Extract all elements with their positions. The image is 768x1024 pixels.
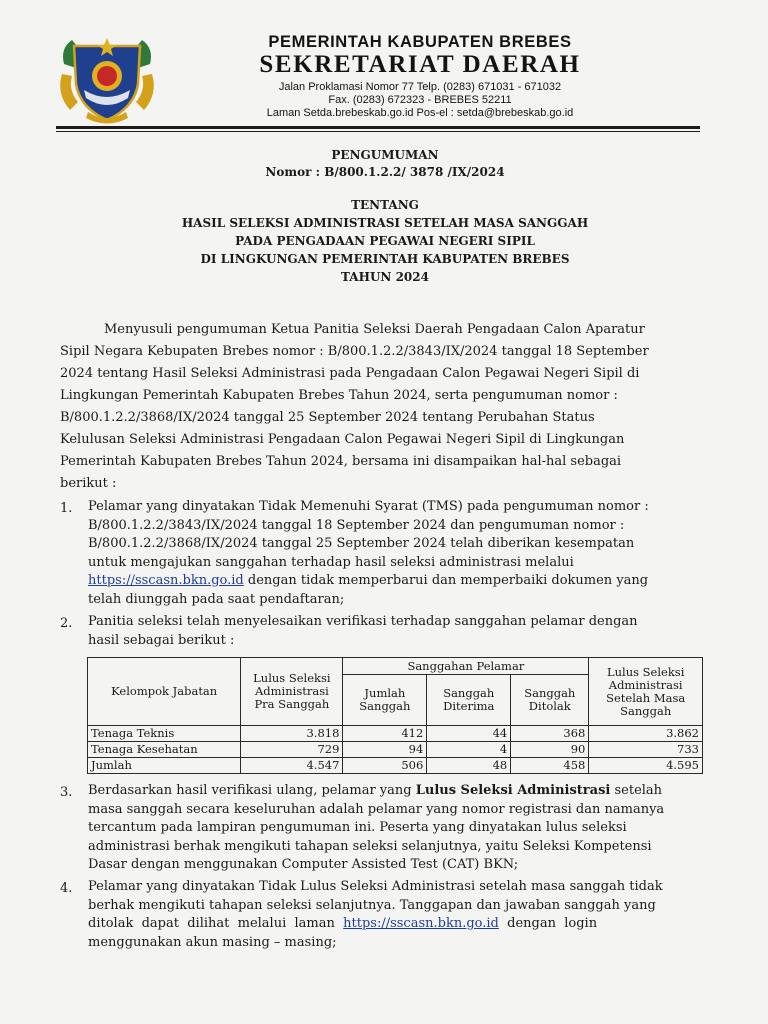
paragraph-line: Pemerintah Kabupaten Brebes Tahun 2024, bersama ini disampaikan hal-hal sebagai — [60, 454, 622, 469]
item-line: Pelamar yang dinyatakan Tidak Lulus Seleksi Administrasi setelah masa sanggah tidak — [88, 879, 663, 894]
item-line: B/800.1.2.2/3843/IX/2024 tanggal 18 September 2024 dan pengumuman nomor : — [88, 517, 625, 533]
paragraph-line: Sipil Negara Kebupaten Brebes nomor : B/800.1.2.2/3843/IX/2024 tanggal 18 September — [60, 344, 649, 359]
header-sanggah-diterima: Sanggah Diterima — [427, 675, 511, 726]
cell-diterima: 44 — [427, 726, 511, 742]
announcement-subject-line: PADA PENGADAAN PEGAWAI NEGERI SIPIL — [235, 234, 535, 248]
office-name: SEKRETARIAT DAERAH — [259, 51, 581, 78]
brebes-coat-of-arms-logo — [54, 34, 160, 126]
table-total-row — [88, 758, 703, 774]
item-line: administrasi berhak mengikuti tahapan seleksi selanjutnya, yaitu Seleksi Kompetensi — [88, 838, 652, 854]
cell-group: Tenaga Kesehatan — [88, 742, 241, 758]
cell-pra: 4.547 — [241, 758, 343, 774]
announcement-subject-line: DI LINGKUNGAN PEMERINTAH KABUPATEN BREBES — [200, 252, 570, 266]
cell-pra: 3.818 — [241, 726, 343, 742]
item-line-tail: dengan tidak memperbarui dan memperbaiki dokumen yang — [243, 573, 649, 588]
item-line: telah diunggah pada saat pendaftaran; — [88, 591, 345, 607]
paragraph-line: Menyusuli pengumuman Ketua Panitia Seleksi Daerah Pengadaan Calon Aparatur — [104, 322, 645, 337]
sscasn-link[interactable]: https://sscasn.bkn.go.id — [343, 916, 499, 931]
letterhead-rule-thin — [56, 131, 700, 132]
item-line: Pelamar yang dinyatakan Tidak Memenuhi Syarat (TMS) pada pengumuman nomor : — [88, 499, 649, 514]
header-lulus-pra-sanggah: Lulus Seleksi Administrasi Pra Sanggah — [241, 658, 343, 726]
office-address: Jalan Proklamasi Nomor 77 Telp. (0283) 671031 - 671032 — [278, 81, 562, 93]
table-header-row — [88, 658, 703, 675]
paragraph-line: Lingkungan Pemerintah Kabupaten Brebes Tahun 2024, serta pengumuman nomor : — [60, 388, 618, 403]
announcement-label: PENGUMUMAN — [331, 148, 439, 162]
item-line: hasil sebagai berikut : — [88, 632, 235, 648]
cell-group: Tenaga Teknis — [88, 726, 241, 742]
paragraph-line: 2024 tentang Hasil Seleksi Administrasi pada Pengadaan Calon Pegawai Negeri Sipil di — [60, 366, 640, 381]
paragraph-line: Kelulusan Seleksi Administrasi Pengadaan Calon Pegawai Negeri Sipil di Lingkungan — [60, 432, 625, 447]
item-line: masa sanggah secara keseluruhan adalah pelamar yang nomor registrasi dan namanya — [88, 801, 665, 817]
cell-group: Jumlah — [88, 758, 241, 774]
cell-jumlah: 94 — [343, 742, 427, 758]
header-sanggah-ditolak: Sanggah Ditolak — [511, 675, 589, 726]
cell-ditolak: 90 — [511, 742, 589, 758]
cell-after: 733 — [589, 742, 703, 758]
item-number: 3. — [60, 785, 73, 800]
item-line: B/800.1.2.2/3868/IX/2024 tanggal 25 September 2024 telah diberikan kesempatan — [88, 536, 635, 551]
office-website-email: Laman Setda.brebeskab.go.id Pos-el : setda@brebeskab.go.id — [266, 107, 574, 119]
item-number: 1. — [60, 501, 73, 516]
header-jumlah-sanggah: Jumlah Sanggah — [343, 675, 427, 726]
cell-diterima: 4 — [427, 742, 511, 758]
item-line: Panitia seleksi telah menyelesaikan verifikasi terhadap sanggahan pelamar dengan — [88, 614, 638, 629]
announcement-subject-line: HASIL SELEKSI ADMINISTRASI SETELAH MASA SANGGAH — [181, 216, 589, 230]
announcement-number: Nomor : B/800.1.2.2/ 3878 /IX/2024 — [265, 165, 505, 179]
item-4-text — [88, 878, 700, 952]
cell-ditolak: 458 — [511, 758, 589, 774]
paragraph-line: B/800.1.2.2/3868/IX/2024 tanggal 25 September 2024 tentang Perubahan Status — [60, 410, 595, 425]
cell-jumlah: 412 — [343, 726, 427, 742]
item-line-head: Berdasarkan hasil verifikasi ulang, pelamar yang — [88, 783, 416, 798]
item-line: Dasar dengan menggunakan Computer Assisted Test (CAT) BKN; — [88, 857, 519, 872]
item-2-text — [88, 613, 700, 650]
header-sanggahan-pelamar: Sanggahan Pelamar — [343, 658, 589, 675]
item-line — [88, 915, 700, 934]
government-name: PEMERINTAH KABUPATEN BREBES — [268, 33, 572, 51]
item-3-text — [88, 782, 700, 875]
item-line-head: ditolak dapat dilihat melalui laman — [88, 916, 344, 931]
table-row — [88, 726, 703, 742]
lulus-seleksi-administrasi-emphasis: Lulus Seleksi Administrasi — [415, 783, 611, 798]
item-number: 4. — [60, 881, 73, 896]
cell-diterima: 48 — [427, 758, 511, 774]
announcement-about: TENTANG — [351, 198, 419, 212]
header-lulus-setelah-sanggah: Lulus Seleksi Administrasi Setelah Masa Sanggah — [589, 658, 703, 726]
results-table — [87, 657, 703, 774]
item-line — [88, 782, 700, 801]
cell-ditolak: 368 — [511, 726, 589, 742]
item-line-tail: dengan login — [498, 916, 598, 931]
item-line: berhak mengikuti tahapan seleksi selanjutnya. Tanggapan dan jawaban sanggah yang — [88, 897, 656, 913]
item-line: menggunakan akun masing – masing; — [88, 934, 337, 950]
item-1-text — [88, 498, 700, 609]
office-fax: Fax. (0283) 672323 - BREBES 52211 — [328, 94, 512, 106]
cell-after: 3.862 — [589, 726, 703, 742]
item-line-tail: setelah — [610, 783, 663, 798]
item-number: 2. — [60, 616, 73, 631]
cell-pra: 729 — [241, 742, 343, 758]
header-kelompok-jabatan: Kelompok Jabatan — [88, 658, 241, 726]
letterhead-rule-thick — [56, 126, 700, 129]
sscasn-link[interactable]: https://sscasn.bkn.go.id — [88, 573, 244, 588]
announcement-subject-line: TAHUN 2024 — [341, 270, 429, 284]
cell-jumlah: 506 — [343, 758, 427, 774]
item-line — [88, 572, 700, 591]
item-line: untuk mengajukan sanggahan terhadap hasil seleksi administrasi melalui — [88, 554, 574, 570]
table-row — [88, 742, 703, 758]
paragraph-line: berikut : — [60, 476, 117, 491]
cell-after: 4.595 — [589, 758, 703, 774]
item-line: tercantum pada lampiran pengumuman ini. Peserta yang dinyatakan lulus seleksi — [88, 820, 627, 835]
